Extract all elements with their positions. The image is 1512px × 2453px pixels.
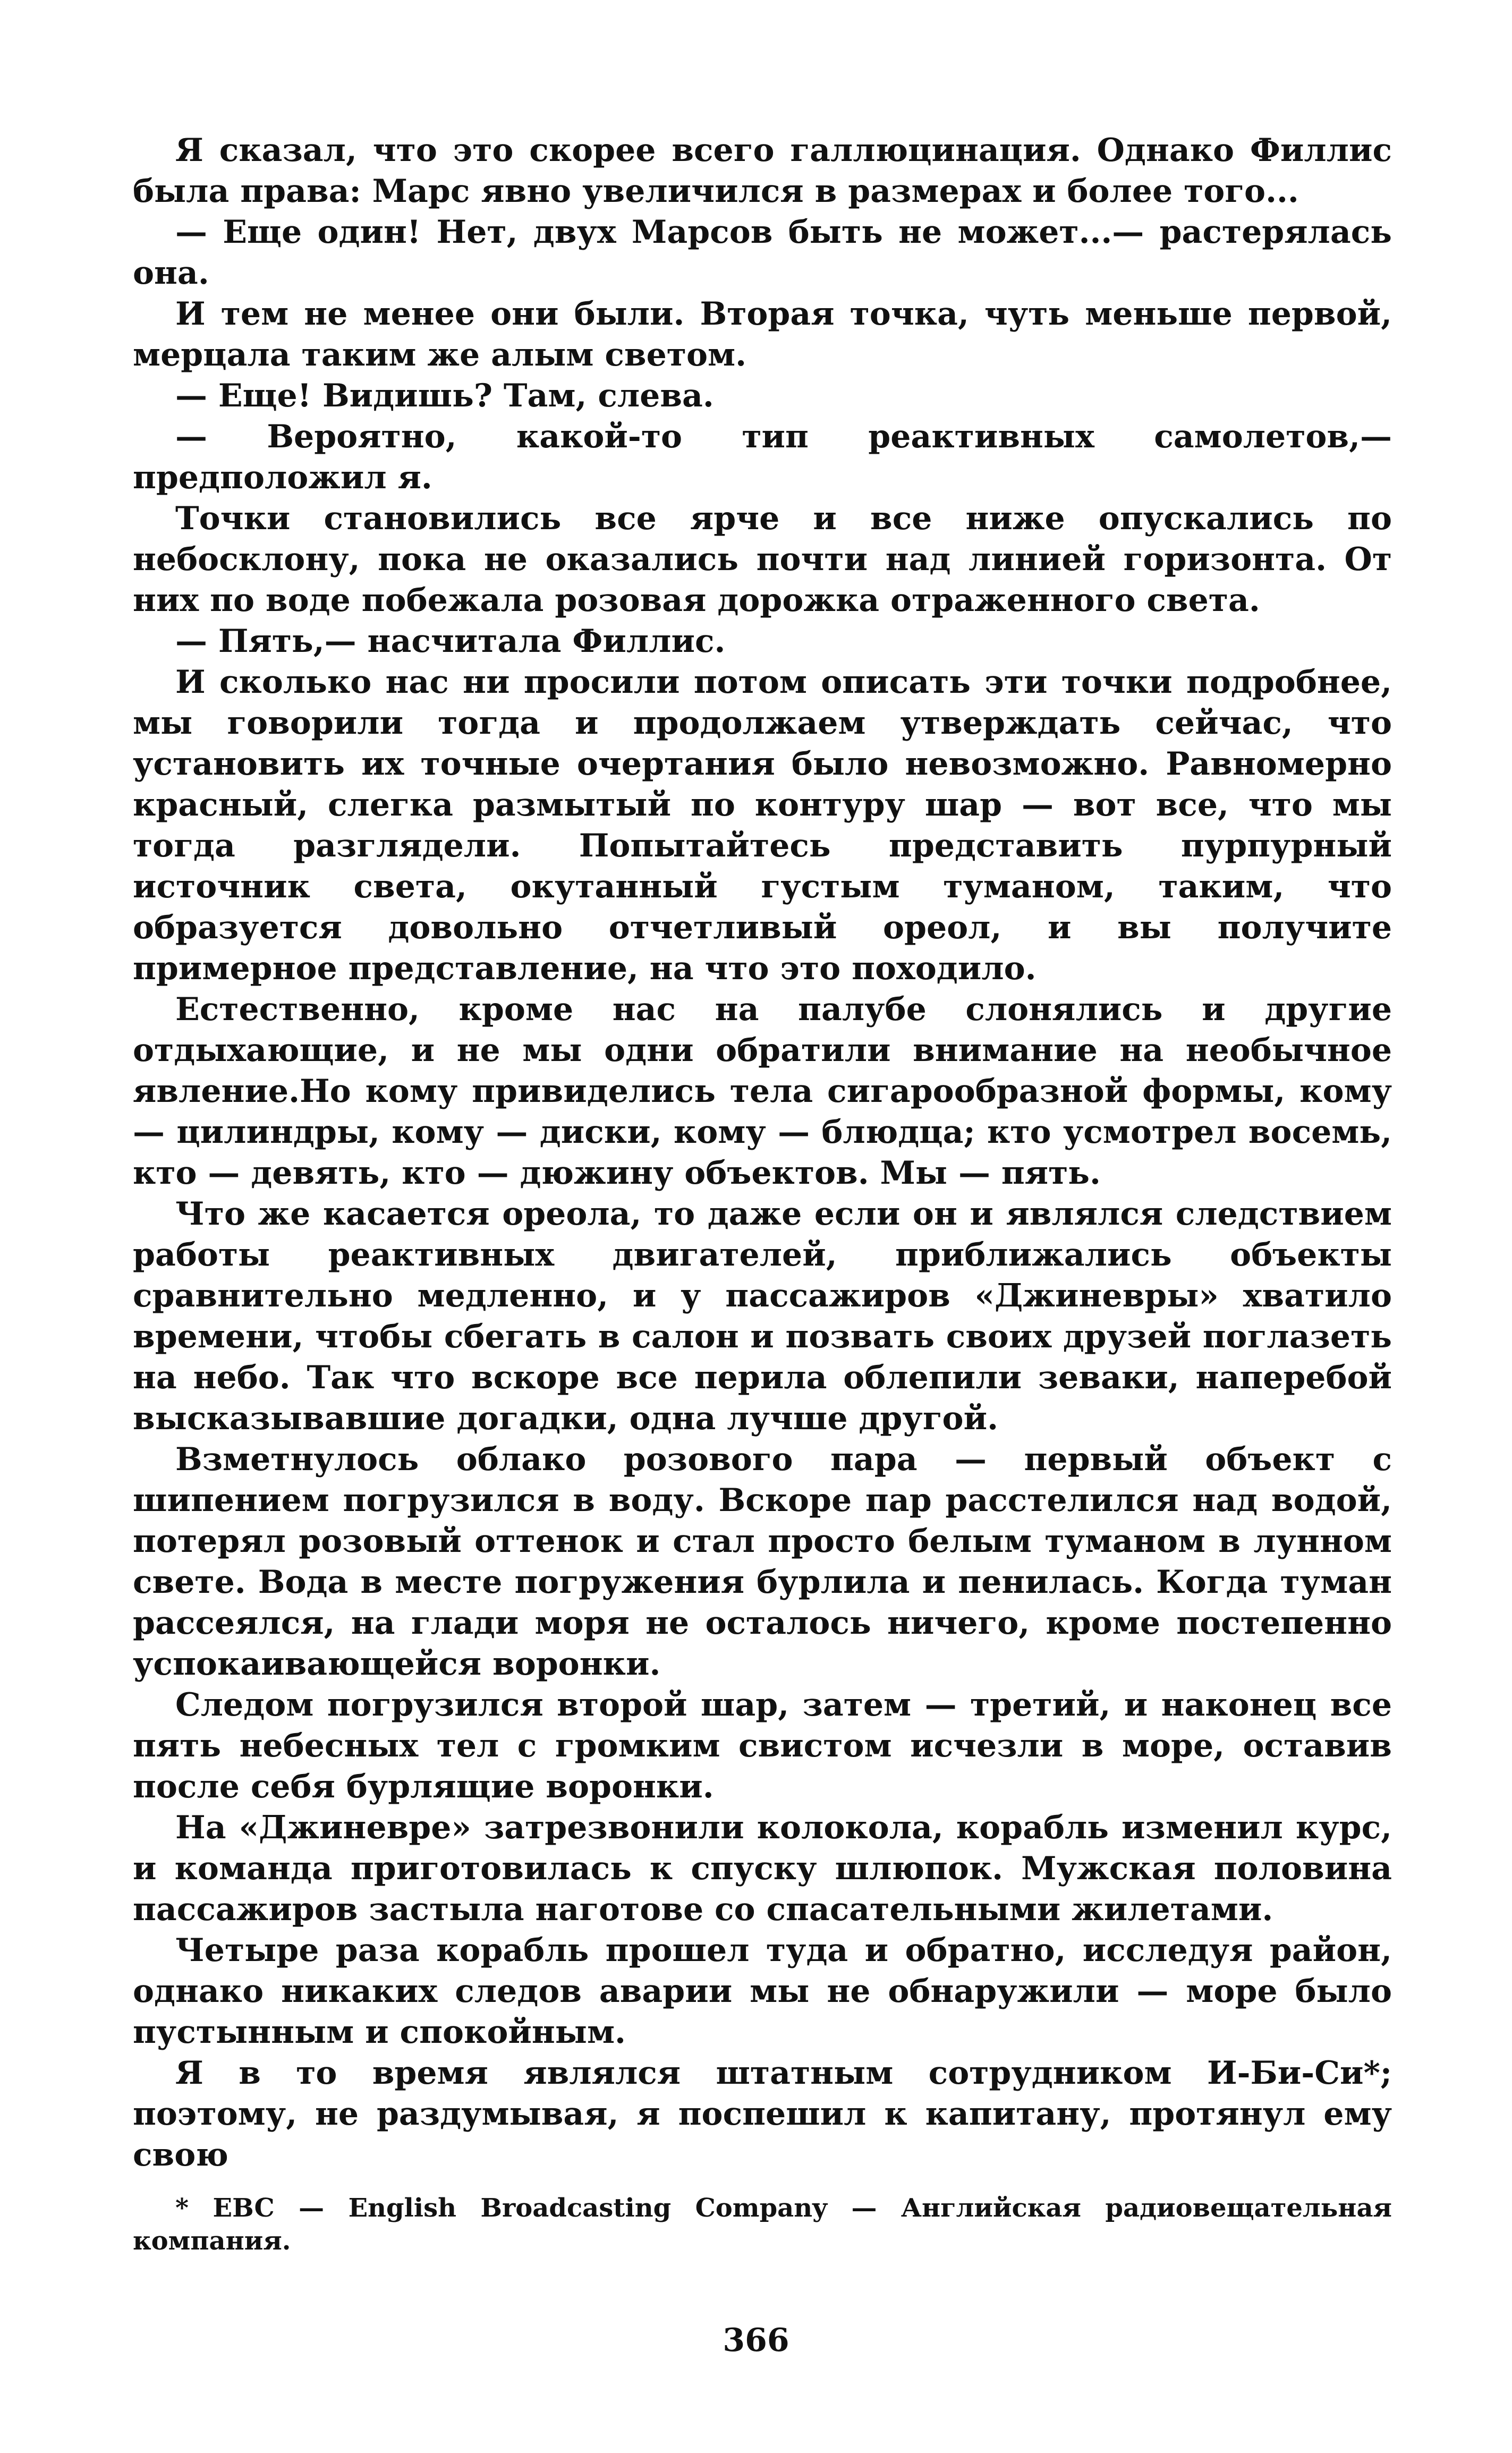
paragraph: — Еще! Видишь? Там, слева. [175, 377, 714, 414]
paragraph: Что же касается ореола, то даже если он и являлся следствием работы реактивных двигателей, приближались объекты сравнительно медленно, и у пассажиров «Джиневры» хватило времени, чтобы сбегать в салон и позвать своих друзей поглазеть на небо. Так что вскоре все перила облепили зеваки, наперебой высказывавшие догадки, одна лучше другой. [133, 1195, 1392, 1437]
paragraph: Я сказал, что это скорее всего галлюцинация. Однако Филлис была права: Марс явно увеличился в размерах и более того... [133, 132, 1392, 210]
paragraph: Взметнулось облако розового пара — первый объект с шипением погрузился в воду. Вскоре пар расстелился над водой, потерял розовый оттенок и стал просто белым туманом в лунном свете. Вода в месте погружения бурлила и пенилась. Когда туман рассеялся, на глади моря не осталось ничего, кроме постепенно успокаивающейся воронки. [133, 1441, 1392, 1683]
paragraph: Четыре раза корабль прошел туда и обратно, исследуя район, однако никаких следов аварии мы не обнаружили — море было пустынным и спокойным. [133, 1932, 1392, 2051]
page-number: 366 [723, 2322, 789, 2359]
paragraph: — Пять,— насчитала Филлис. [175, 623, 726, 660]
paragraph: И тем не менее они были. Вторая точка, чуть меньше первой, мерцала таким же алым светом. [133, 295, 1392, 374]
paragraph: Следом погрузился второй шар, затем — третий, и наконец все пять небесных тел с громким свистом исчезли в море, оставив после себя бурлящие воронки. [133, 1686, 1392, 1805]
paragraph: Естественно, кроме нас на палубе слонялись и другие отдыхающие, и не мы одни обратили внимание на необычное явление.Но кому привиделись тела сигарообразной формы, кому — цилиндры, кому — диски, кому — блюдца; кто усмотрел восемь, кто — девять, кто — дюжину объектов. Мы — пять. [133, 991, 1392, 1192]
paragraph: На «Джиневре» затрезвонили колокола, корабль изменил курс, и команда приготовилась к спуску шлюпок. Мужская половина пассажиров застыла наготове со спасательными жилетами. [133, 1809, 1392, 1928]
paragraph: И сколько нас ни просили потом описать эти точки подробнее, мы говорили тогда и продолжаем утверждать сейчас, что установить их точные очертания было невозможно. Равномерно красный, слегка размытый по контуру шар — вот все, что мы тогда разглядели. Попытайтесь представить пурпурный источник света, окутанный густым туманом, таким, что образуется довольно отчетливый ореол, и вы получите примерное представление, на что это походило. [133, 664, 1392, 987]
paragraph: — Еще один! Нет, двух Марсов быть не может...— растерялась она. [133, 214, 1392, 292]
paragraph: Я в то время являлся штатным сотрудником И-Би-Си*; поэтому, не раздумывая, я поспешил к капитану, протянул ему свою [133, 2055, 1392, 2174]
paragraph: — Вероятно, какой-то тип реактивных самолетов,— предположил я. [133, 418, 1392, 496]
footnote: * EBC — English Broadcasting Company — Английская радиовещательная компания. [133, 2193, 1392, 2256]
main-text [133, 130, 1392, 2176]
paragraph: Точки становились все ярче и все ниже опускались по небосклону, пока не оказались почти над линией горизонта. От них по воде побежала розовая дорожка отраженного света. [133, 500, 1392, 619]
